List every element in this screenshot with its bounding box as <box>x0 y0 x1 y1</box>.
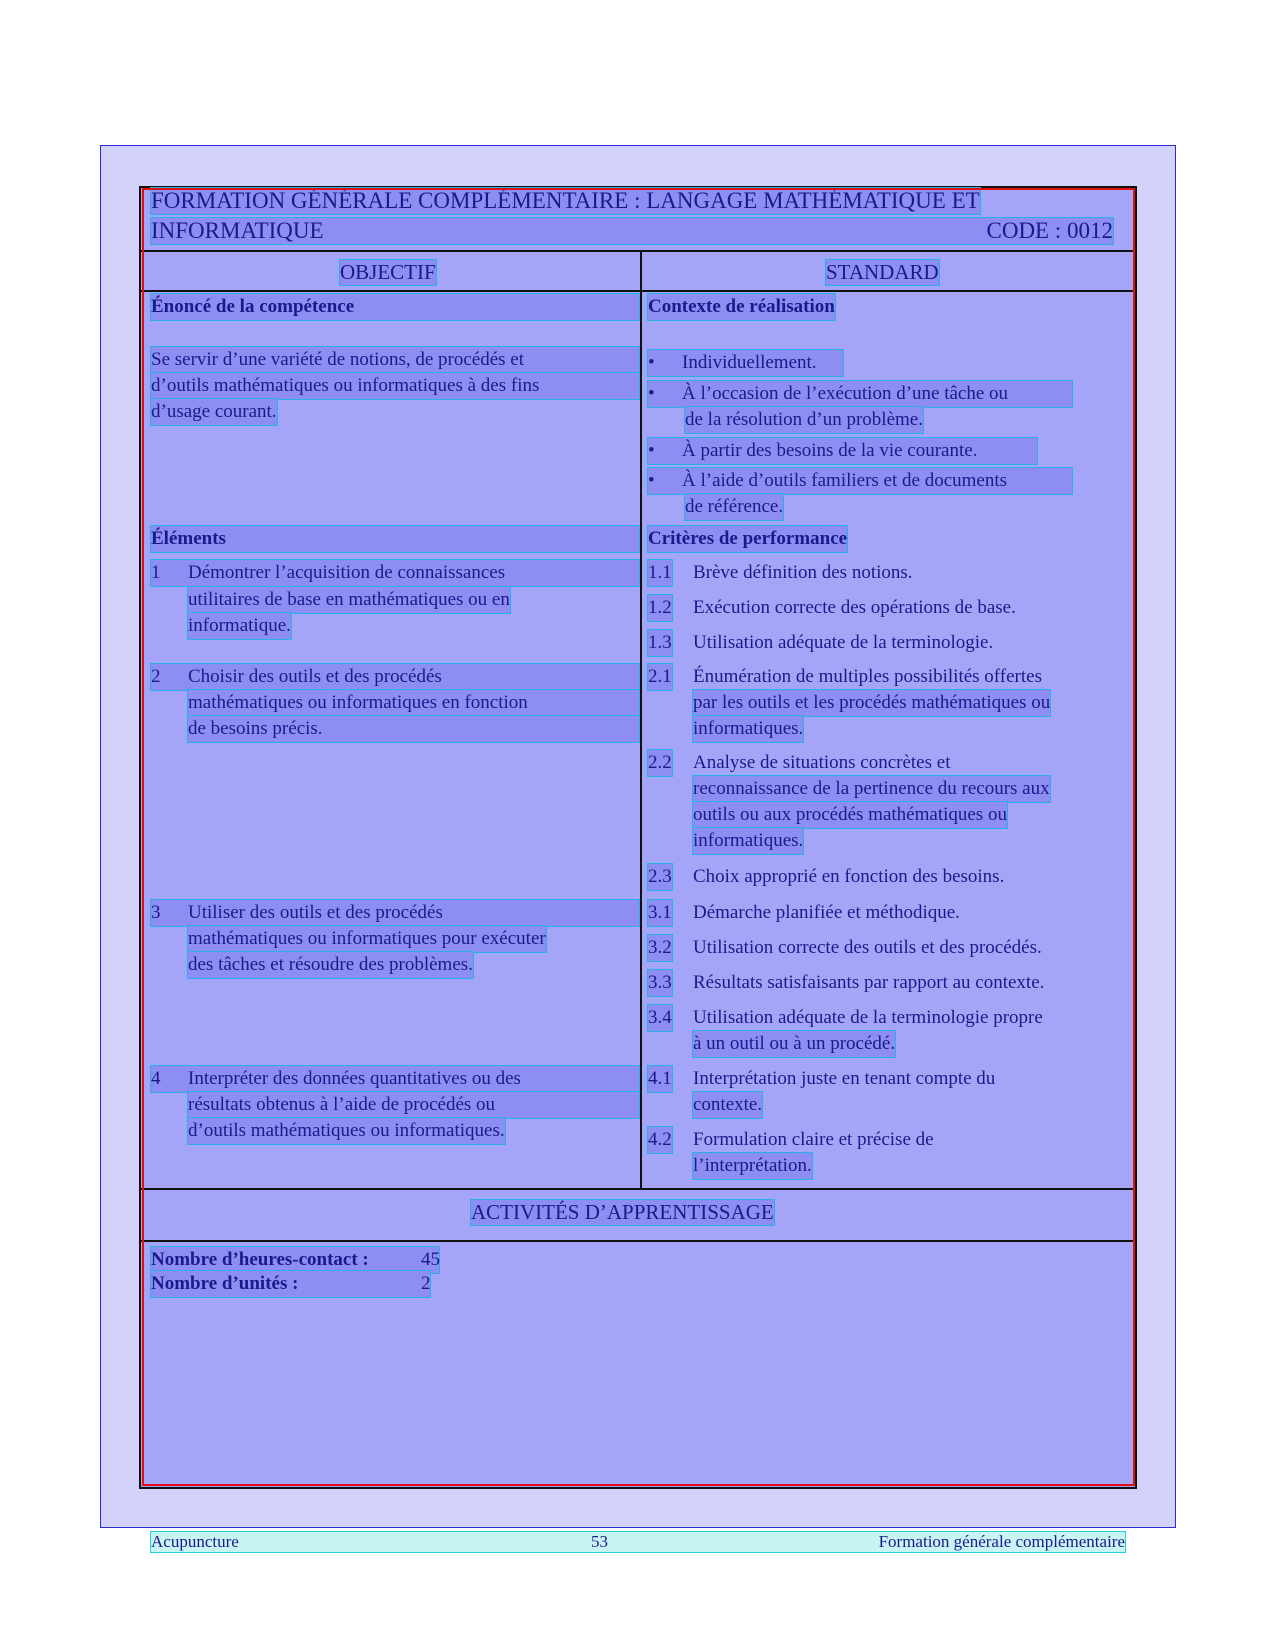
critere-text: Formulation claire et précise de <box>693 1129 934 1150</box>
footer-left: Acupuncture <box>151 1532 239 1551</box>
critere-text: Choix approprié en fonction des besoins. <box>693 866 1005 887</box>
critere-number: 4.1 <box>648 1068 672 1089</box>
heures-contact <box>151 1247 439 1273</box>
critere-number: 1.2 <box>648 597 672 618</box>
element-text-line: mathématiques ou informatiques en fonction <box>188 690 639 716</box>
activites-heading: ACTIVITÉS D’APPRENTISSAGE <box>471 1200 774 1224</box>
element-number: 1 <box>151 562 161 583</box>
critere-item <box>648 900 960 926</box>
heures-contact-label: Nombre d’heures-contact : <box>151 1249 369 1270</box>
critere-text-line: l’interprétation. <box>693 1153 812 1179</box>
critere-number: 1.1 <box>648 562 672 583</box>
contexte-item-continuation: de la résolution d’un problème. <box>685 407 923 433</box>
critere-item <box>648 595 1016 621</box>
column-header-standard: STANDARD <box>826 260 939 284</box>
critere-text-line: par les outils et les procédés mathématiques ou <box>693 690 1050 716</box>
footer-page-number: 53 <box>591 1532 608 1551</box>
critere-number: 2.2 <box>648 752 672 773</box>
critere-text-line: informatiques. <box>693 716 803 742</box>
competence-line: d’outils mathématiques ou informatiques à des fins <box>151 373 639 399</box>
critere-text-line: à un outil ou à un procédé. <box>693 1031 895 1057</box>
contexte-item-continuation: de référence. <box>685 494 783 520</box>
element-item <box>151 664 639 690</box>
critere-text: Résultats satisfaisants par rapport au contexte. <box>693 972 1045 993</box>
bullet: • <box>648 383 655 404</box>
elements-heading: Éléments <box>151 526 639 552</box>
element-text-line: résultats obtenus à l’aide de procédés ou <box>188 1092 639 1118</box>
competence-heading: Énoncé de la compétence <box>151 294 639 320</box>
critere-number: 2.3 <box>648 866 672 887</box>
element-text: Interpréter des données quantitatives ou des <box>188 1068 521 1089</box>
contexte-item-text: À l’aide d’outils familiers et de documents <box>682 470 1008 491</box>
element-number: 4 <box>151 1068 161 1089</box>
element-text-line: des tâches et résoudre des problèmes. <box>188 952 473 978</box>
critere-text: Analyse de situations concrètes et <box>693 752 951 773</box>
bullet: • <box>648 440 655 461</box>
critere-text: Énumération de multiples possibilités offertes <box>693 666 1042 687</box>
element-text: Utiliser des outils et des procédés <box>188 902 443 923</box>
document-title-line2 <box>151 218 1113 244</box>
critere-number: 3.2 <box>648 937 672 958</box>
critere-text-line: outils ou aux procédés mathématiques ou <box>693 802 1007 828</box>
footer-right: Formation générale complémentaire <box>878 1532 1125 1551</box>
critere-text: Exécution correcte des opérations de base. <box>693 597 1016 618</box>
element-item <box>151 560 639 586</box>
critere-number: 3.1 <box>648 902 672 923</box>
critere-item <box>648 935 1042 961</box>
competence-line: Se servir d’une variété de notions, de procédés et <box>151 347 639 373</box>
critere-item <box>648 1127 934 1153</box>
critere-text: Utilisation correcte des outils et des procédés. <box>693 937 1042 958</box>
critere-text-line: reconnaissance de la pertinence du recours aux <box>693 776 1050 802</box>
bullet: • <box>648 352 655 373</box>
element-item <box>151 1066 639 1092</box>
element-text-line: de besoins précis. <box>188 716 639 742</box>
critere-text: Utilisation adéquate de la terminologie. <box>693 632 994 653</box>
element-text: Choisir des outils et des procédés <box>188 666 442 687</box>
critere-text: Utilisation adéquate de la terminologie propre <box>693 1007 1043 1028</box>
divider-activites-top <box>139 1188 1137 1190</box>
element-text: Démontrer l’acquisition de connaissances <box>188 562 506 583</box>
element-item <box>151 900 639 926</box>
divider-title <box>139 250 1137 252</box>
critere-item <box>648 864 1005 890</box>
critere-number: 3.3 <box>648 972 672 993</box>
critere-item <box>648 970 1045 996</box>
critere-item <box>648 750 951 776</box>
critere-item <box>648 1066 996 1092</box>
contexte-item <box>648 381 1072 407</box>
contexte-heading: Contexte de réalisation <box>648 294 835 320</box>
critere-text-line: contexte. <box>693 1092 762 1118</box>
critere-number: 2.1 <box>648 666 672 687</box>
element-text-line: mathématiques ou informatiques pour exécuter <box>188 926 546 952</box>
heures-contact-value: 45 <box>421 1249 440 1270</box>
divider-columns <box>139 290 1137 292</box>
element-number: 3 <box>151 902 161 923</box>
criteres-heading: Critères de performance <box>648 526 847 552</box>
competence-line: d’usage courant. <box>151 399 277 425</box>
element-number: 2 <box>151 666 161 687</box>
element-text-line: utilitaires de base en mathématiques ou en <box>188 587 510 613</box>
divider-vertical <box>640 251 642 1190</box>
nombre-unites <box>151 1271 430 1297</box>
critere-text: Interprétation juste en tenant compte du <box>693 1068 996 1089</box>
bullet: • <box>648 470 655 491</box>
element-text-line: d’outils mathématiques ou informatiques. <box>188 1118 505 1144</box>
nombre-unites-value: 2 <box>421 1273 431 1294</box>
element-text-line: informatique. <box>188 613 291 639</box>
critere-number: 1.3 <box>648 632 672 653</box>
course-code: CODE : 0012 <box>986 218 1113 243</box>
document-title-line1: FORMATION GÉNÉRALE COMPLÉMENTAIRE : LANGAGE MATHÉMATIQUE ET <box>151 188 980 213</box>
critere-text-line: informatiques. <box>693 828 803 854</box>
contexte-item-text: Individuellement. <box>682 352 817 373</box>
critere-item <box>648 664 1042 690</box>
critere-number: 3.4 <box>648 1007 672 1028</box>
divider-activites-bottom <box>139 1240 1137 1242</box>
critere-item <box>648 1005 1043 1031</box>
document-title-line2-text: INFORMATIQUE <box>151 218 324 243</box>
critere-number: 4.2 <box>648 1129 672 1150</box>
contexte-item-text: À l’occasion de l’exécution d’une tâche ou <box>682 383 1009 404</box>
contexte-item <box>648 350 843 376</box>
contexte-item <box>648 468 1072 494</box>
critere-item <box>648 630 994 656</box>
critere-text: Brève définition des notions. <box>693 562 913 583</box>
contexte-item <box>648 438 1037 464</box>
column-header-objectif: OBJECTIF <box>340 260 436 284</box>
page-footer <box>151 1532 1125 1552</box>
critere-text: Démarche planifiée et méthodique. <box>693 902 960 923</box>
contexte-item-text: À partir des besoins de la vie courante. <box>682 440 978 461</box>
nombre-unites-label: Nombre d’unités : <box>151 1273 299 1294</box>
critere-item <box>648 560 913 586</box>
